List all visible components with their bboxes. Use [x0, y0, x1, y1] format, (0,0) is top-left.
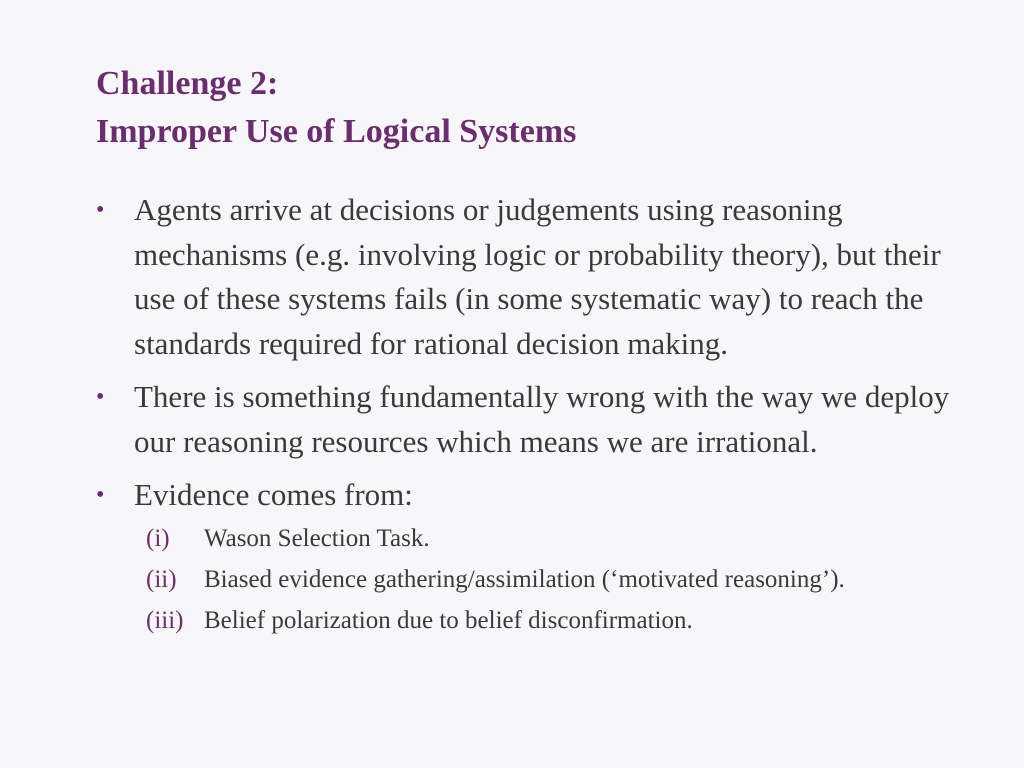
sublist-item: [134, 518, 976, 559]
sublist-text: Wason Selection Task.: [204, 524, 430, 552]
evidence-sublist: [134, 518, 976, 641]
sublist-item: [134, 600, 976, 641]
sublist-item: [134, 559, 976, 600]
sublist-text: Biased evidence gathering/assimilation (‘motivated reasoning’).: [204, 565, 845, 593]
bullet-text: Agents arrive at decisions or judgements using reasoning mechanisms (e.g. involving logic or probability theory), but their use of these systems fails (in some systematic way) to reach the standards required for rational decision making.: [134, 192, 941, 361]
title-line-2: Improper Use of Logical Systems: [96, 113, 577, 150]
sublist-number: (iii): [146, 606, 184, 634]
bullet-item: [96, 188, 976, 366]
bullet-item: [96, 375, 976, 464]
sublist-text: Belief polarization due to belief disconfirmation.: [204, 606, 693, 634]
bullet-marker: •: [96, 482, 105, 508]
bullet-text: There is something fundamentally wrong with the way we deploy our reasoning resources which means we are irrational.: [134, 379, 950, 459]
sublist-number: (i): [146, 524, 170, 552]
bullet-item: [96, 473, 976, 641]
sublist-number: (ii): [146, 565, 177, 593]
bullet-marker: •: [96, 384, 105, 410]
slide-title: [96, 60, 576, 156]
bullet-list: [96, 188, 976, 650]
title-line-1: Challenge 2:: [96, 65, 279, 102]
bullet-text: Evidence comes from:: [134, 477, 413, 512]
bullet-marker: •: [96, 197, 105, 223]
